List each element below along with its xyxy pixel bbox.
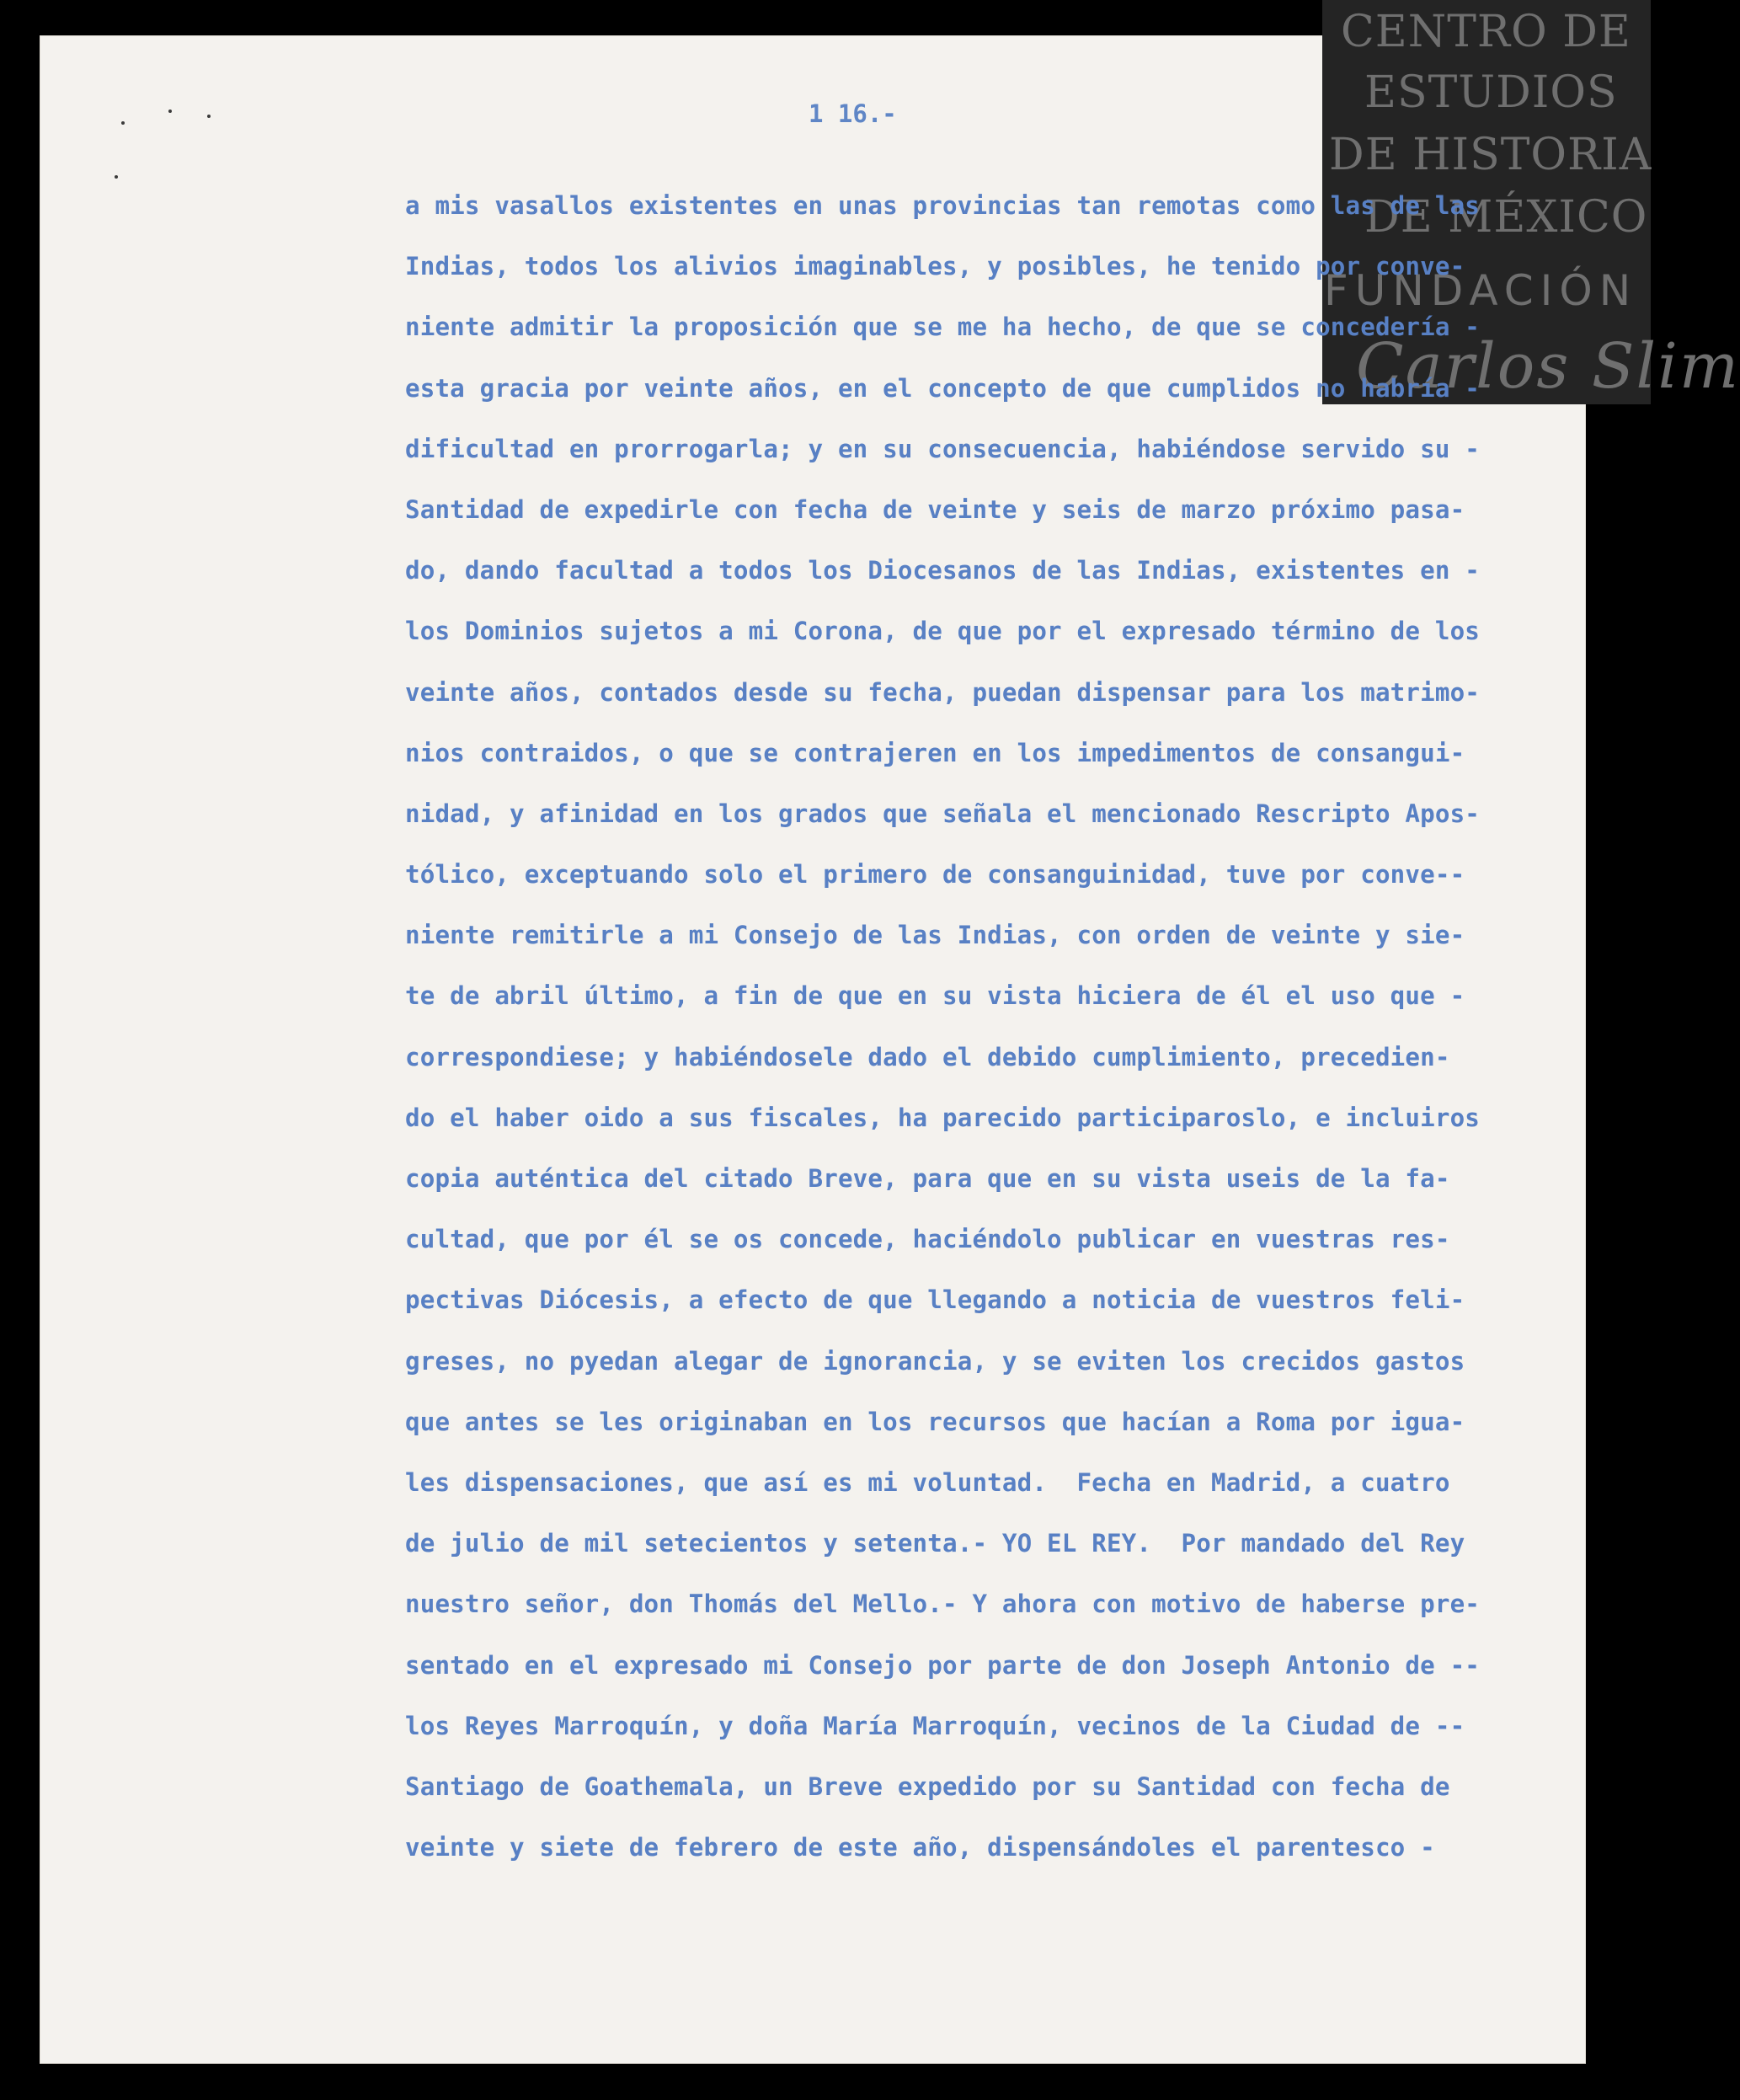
text-line: les dispensaciones, que así es mi voluntad. Fecha en Madrid, a cuatro — [405, 1467, 1450, 1497]
text-line: Santidad de expedirle con fecha de veinte y seis de marzo próximo pasa- — [405, 494, 1465, 524]
text-line: nidad, y afinidad en los grados que señala el mencionado Rescripto Apos- — [405, 799, 1481, 828]
ink-mark — [168, 110, 172, 113]
watermark-signature: Carlos Slim — [1356, 330, 1740, 403]
text-line: copia auténtica del citado Breve, para que en su vista useis de la fa- — [405, 1164, 1450, 1193]
text-line: los Dominios sujetos a mi Corona, de que por el expresado término de los — [405, 617, 1481, 646]
page-number: 1 16.- — [809, 99, 897, 128]
text-line: los Reyes Marroquín, y doña María Marroquín, vecinos de la Ciudad de -- — [405, 1711, 1465, 1740]
watermark-line: DE HISTORIA — [1329, 130, 1652, 180]
watermark-line: ESTUDIOS — [1364, 67, 1618, 118]
text-line: tólico, exceptuando solo el primero de consanguinidad, tuve por conve-- — [405, 860, 1465, 890]
text-line: greses, no pyedan alegar de ignorancia, y se eviten los crecidos gastos — [405, 1346, 1465, 1376]
text-line: te de abril último, a fin de que en su vista hiciera de él el uso que - — [405, 981, 1465, 1011]
text-line: nuestro señor, don Thomás del Mello.- Y ahora con motivo de haberse pre- — [405, 1590, 1481, 1619]
text-line: do el haber oido a sus fiscales, ha parecido participaroslo, e incluiros — [405, 1103, 1481, 1132]
text-line: veinte y siete de febrero de este año, dispensándoles el parentesco - — [405, 1833, 1435, 1862]
watermark-line: DE MÉXICO — [1364, 192, 1648, 243]
text-line: pectivas Diócesis, a efecto de que llegando a noticia de vuestros feli- — [405, 1285, 1465, 1315]
text-line: Santiago de Goathemala, un Breve expedido por su Santidad con fecha de — [405, 1771, 1450, 1801]
text-line: niente admitir la proposición que se me ha hecho, de que se concedería - — [405, 313, 1481, 342]
text-line: Indias, todos los alivios imaginables, y posibles, he tenido por conve- — [405, 252, 1465, 281]
text-line: niente remitirle a mi Consejo de las Indias, con orden de veinte y sie- — [405, 921, 1465, 950]
text-line: que antes se les originaban en los recursos que hacían a Roma por igua- — [405, 1407, 1465, 1436]
text-line: a mis vasallos existentes en unas provincias tan remotas como las de las — [405, 191, 1481, 220]
watermark-line: CENTRO DE — [1341, 7, 1631, 57]
text-line: de julio de mil setecientos y setenta.- YO EL REY. Por mandado del Rey — [405, 1529, 1465, 1558]
ink-mark — [115, 175, 118, 179]
ink-mark — [207, 115, 211, 118]
text-line: correspondiese; y habiéndosele dado el debido cumplimiento, precedien- — [405, 1042, 1450, 1071]
text-line: dificultad en prorrogarla; y en su consecuencia, habiéndose servido su - — [405, 434, 1481, 463]
typed-text-body — [405, 187, 1576, 1889]
text-line: cultad, que por él se os concede, haciéndolo publicar en vuestras res- — [405, 1225, 1450, 1254]
watermark-line: FUNDACIÓN — [1324, 266, 1638, 315]
ink-mark — [121, 121, 125, 125]
text-line: sentado en el expresado mi Consejo por parte de don Joseph Antonio de -- — [405, 1650, 1481, 1680]
text-line: nios contraidos, o que se contrajeren en los impedimentos de consangui- — [405, 738, 1465, 767]
text-line: esta gracia por veinte años, en el concepto de que cumplidos no habría - — [405, 373, 1481, 403]
text-line: do, dando facultad a todos los Diocesanos de las Indias, existentes en - — [405, 556, 1481, 585]
text-line: veinte años, contados desde su fecha, puedan dispensar para los matrimo- — [405, 677, 1481, 707]
